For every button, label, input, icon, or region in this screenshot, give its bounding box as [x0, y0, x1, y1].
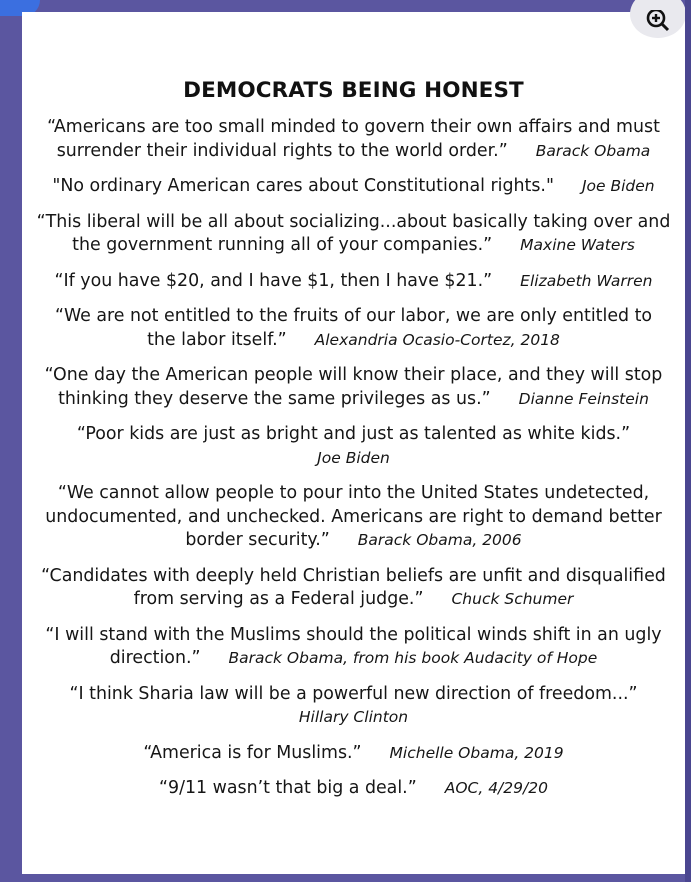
quote-attribution: Barack Obama [535, 141, 651, 160]
quote-text: “I think Sharia law will be a powerful new direction of freedom...” [69, 683, 638, 704]
quote-attribution: Dianne Feinstein [518, 389, 649, 408]
frame-top [0, 0, 691, 12]
zoom-button[interactable] [630, 0, 686, 38]
quote-item [30, 175, 677, 199]
quote-attribution: AOC, 4/29/20 [444, 779, 548, 797]
quote-text: “One day the American people will know their place, and they will stop thinking they deserve the same privileges as us.” [44, 365, 663, 409]
quote-text: “This liberal will be all about socializing...about basically taking over and the government running all of your companies.” [36, 211, 671, 255]
quote-text: “9/11 wasn’t that big a deal.” [159, 778, 417, 798]
quote-item [30, 270, 677, 294]
quote-text: "No ordinary American cares about Constitutional rights." [52, 176, 554, 196]
quote-text: “America is for Muslims.” [143, 742, 362, 763]
quote-item [30, 423, 677, 470]
quote-text: “I will stand with the Muslims should the political winds shift in an ugly direction.” [45, 624, 662, 668]
quote-text: “If you have $20, and I have $1, then I have $21.” [54, 270, 493, 291]
quote-item [30, 482, 677, 553]
quote-item [30, 777, 677, 801]
quote-attribution: Chuck Schumer [451, 590, 574, 608]
quote-item [30, 211, 677, 258]
quote-attribution: Michelle Obama, 2019 [389, 743, 564, 762]
quote-list [30, 116, 677, 813]
quote-item [30, 742, 677, 766]
zoom-in-icon [645, 10, 671, 32]
quote-item [30, 565, 677, 612]
quote-attribution: Elizabeth Warren [520, 271, 653, 290]
quote-item [30, 116, 677, 163]
quote-attribution: Hillary Clinton [298, 708, 409, 726]
quote-text: “Poor kids are just as bright and just as talented as white kids.” [76, 424, 631, 444]
image-card [22, 12, 685, 874]
right-edge-shadow [685, 0, 691, 882]
quote-attribution: Maxine Waters [520, 236, 635, 254]
quote-attribution: Barack Obama, 2006 [357, 531, 522, 549]
quote-text: “We are not entitled to the fruits of our labor, we are only entitled to the labor itself.” [54, 306, 653, 350]
quote-item [30, 364, 677, 411]
quote-item [30, 683, 677, 730]
quote-item [30, 624, 677, 671]
quote-item [30, 305, 677, 352]
quote-text: “We cannot allow people to pour into the United States undetected, undocumented, and unchecked. Americans are right to demand better border security.” [45, 483, 662, 550]
quote-attribution: Barack Obama, from his book Audacity of Hope [228, 649, 598, 667]
quote-text: “Americans are too small minded to govern their own affairs and must surrender their individual rights to the world order.” [47, 117, 660, 161]
quote-attribution: Joe Biden [581, 177, 655, 195]
quote-attribution: Alexandria Ocasio-Cortez, 2018 [314, 330, 560, 349]
page-title: DEMOCRATS BEING HONEST [183, 78, 524, 103]
quote-attribution: Joe Biden [317, 448, 390, 467]
quote-text: “Candidates with deeply held Christian beliefs are unfit and disqualified from serving as a Federal judge.” [41, 565, 666, 609]
